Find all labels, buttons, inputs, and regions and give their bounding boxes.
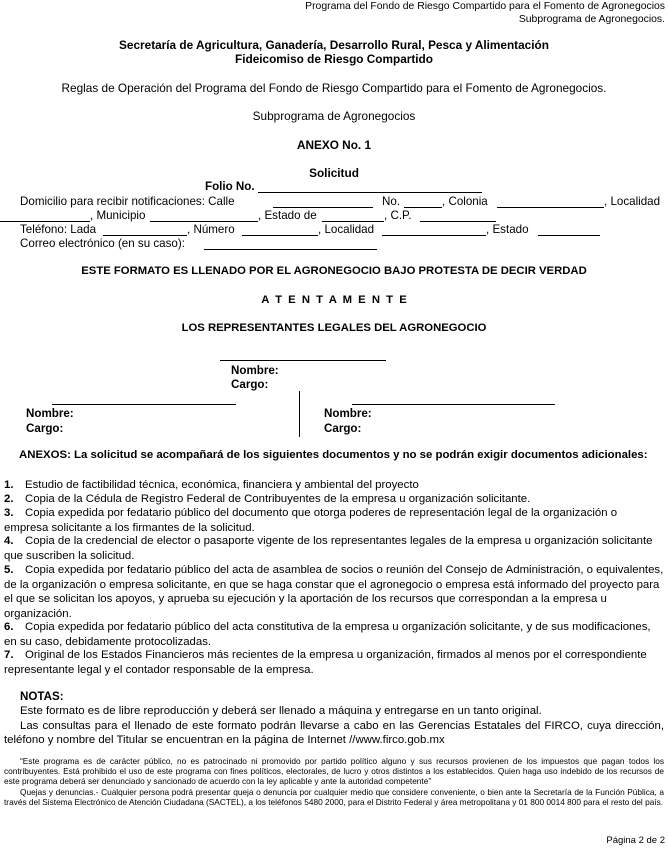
estado-label: , Estado bbox=[486, 223, 529, 236]
document-number: 7. bbox=[4, 649, 14, 661]
correo-label: Correo electrónico (en su caso): bbox=[20, 237, 185, 250]
document-text: Copia expedida por fedatario público del acta de asamblea de socios o reunión del Consejo de Administración, o equivalentes, de la organización o empresa solicitante, en que se haga constar que el agronegocio o empresa está informado del proyecto para el que se solicitan los apoyos, y aprueba su ejecución y la aportación de los recursos que correspondan a la empresa u organización. bbox=[4, 564, 664, 620]
signature-right-cargo: Cargo: bbox=[324, 422, 362, 435]
document-item-1 bbox=[4, 478, 664, 493]
calle-field[interactable] bbox=[273, 207, 373, 208]
domicilio-label: Domicilio para recibir notificaciones: Calle bbox=[20, 195, 235, 208]
lada-field[interactable] bbox=[103, 235, 187, 236]
notas-title: NOTAS: bbox=[20, 690, 64, 703]
signature-top-cargo: Cargo: bbox=[231, 378, 269, 391]
atentamente: A T E N T A M E N T E bbox=[261, 294, 407, 306]
no-label: No. bbox=[382, 195, 401, 208]
document-text: Copia expedida por fedatario público del acta constitutiva de la empresa u organización solicitante, y de sus modificaciones, en su caso, debidamente protocolizadas. bbox=[4, 621, 651, 648]
cp-label: , C.P. bbox=[384, 209, 412, 222]
estado-field[interactable] bbox=[538, 235, 600, 236]
signature-line-top[interactable] bbox=[220, 360, 386, 361]
document-number: 6. bbox=[4, 621, 14, 633]
running-header bbox=[165, 1, 665, 26]
signature-top-nombre: Nombre: bbox=[231, 364, 279, 377]
document-item-6 bbox=[4, 620, 664, 649]
fideicomiso-title: Fideicomiso de Riesgo Compartido bbox=[235, 52, 433, 66]
signature-right-nombre: Nombre: bbox=[324, 407, 372, 420]
document-text: Copia de la Cédula de Registro Federal de Contribuyentes de la empresa u organización solicitante. bbox=[25, 493, 531, 505]
telefono-label: Teléfono: Lada bbox=[20, 223, 97, 236]
localidad2-label: , Localidad bbox=[318, 223, 375, 236]
numero-label: , Número bbox=[187, 223, 235, 236]
document-number: 1. bbox=[4, 479, 14, 491]
colonia-field[interactable] bbox=[497, 207, 604, 208]
signature-divider bbox=[299, 391, 300, 437]
correo-field[interactable] bbox=[204, 249, 377, 250]
telefono-numero-field[interactable] bbox=[242, 235, 318, 236]
localidad-label: , Localidad bbox=[604, 195, 661, 208]
document-text: Estudio de factibilidad técnica, económica, financiera y ambiental del proyecto bbox=[25, 479, 419, 491]
reglas-title: Reglas de Operación del Programa del Fondo de Riesgo Compartido para el Fomento de Agronegocios. bbox=[61, 81, 607, 95]
page-number: Página 2 de 2 bbox=[606, 835, 665, 846]
protesta-statement: ESTE FORMATO ES LLENADO POR EL AGRONEGOCIO BAJO PROTESTA DE DECIR VERDAD bbox=[81, 265, 587, 277]
document-item-5 bbox=[4, 563, 664, 621]
document-item-3 bbox=[4, 506, 664, 535]
solicitud-title: Solicitud bbox=[309, 166, 359, 180]
document-number: 2. bbox=[4, 493, 14, 505]
document-item-2 bbox=[4, 492, 664, 507]
signature-line-right[interactable] bbox=[352, 404, 555, 405]
document-text: Copia de la credencial de elector o pasaporte vigente de los representantes legales de la empresa u organización solicitante que suscriben la solicitud. bbox=[4, 535, 653, 562]
anexos-title: ANEXOS: La solicitud se acompañará de los siguientes documentos y no se podrán exigir documentos adicionales: bbox=[19, 449, 648, 461]
localidad2-field[interactable] bbox=[382, 235, 486, 236]
document-text: Copia expedida por fedatario público del documento que otorga poderes de representación legal de la organización o empresa solicitante a los firmantes de la solicitud. bbox=[4, 507, 618, 534]
quejas-denuncias: Quejas y denuncias.- Cualquier persona podrá presentar queja o denuncia por cualquier medio que considere conveniente, o bien ante la Secretaría de la Función Pública, a través del Sistema Electrónico de Atención Ciudadana (SACTEL), a los teléfonos 5480 2000, para el Distrito Federal y área metropolitana y 01 800 0014 800 para el resto del país. bbox=[4, 787, 664, 808]
signature-left-cargo: Cargo: bbox=[26, 422, 64, 435]
notas-line-1: Este formato es de libre reproducción y deberá ser llenado a máquina y entregarse en un tanto original. bbox=[20, 705, 542, 717]
signature-left-nombre: Nombre: bbox=[26, 407, 74, 420]
estado-de-field[interactable] bbox=[322, 221, 384, 222]
estado-de-label: , Estado de bbox=[258, 209, 317, 222]
document-number: 5. bbox=[4, 564, 14, 576]
folio-label: Folio No. bbox=[205, 180, 255, 193]
notas-line-2: Las consultas para el llenado de este formato podrán llevarse a cabo en las Gerencias Estatales del FIRCO, cuya dirección, teléfono y nombre del Titular se encuentran en la página de Internet //www.firco.gob.mx bbox=[4, 720, 664, 747]
document-text: Original de los Estados Financieros más recientes de la empresa u organización, firmados al menos por el correspondiente representante legal y el contador responsable de la empresa. bbox=[4, 649, 647, 676]
anexo-title: ANEXO No. 1 bbox=[296, 138, 372, 152]
signature-line-left[interactable] bbox=[52, 404, 236, 405]
numero-ext-field[interactable] bbox=[404, 207, 442, 208]
document-number: 3. bbox=[4, 507, 14, 519]
folio-field[interactable] bbox=[258, 192, 482, 193]
colonia-label: , Colonia bbox=[442, 195, 488, 208]
subprograma-title: Subprograma de Agronegocios bbox=[252, 109, 416, 123]
header-program: Programa del Fondo de Riesgo Compartido para el Fomento de Agronegocios bbox=[305, 1, 665, 12]
cp-field[interactable] bbox=[420, 221, 496, 222]
document-item-4 bbox=[4, 534, 664, 563]
legal-disclaimer: “Este programa es de carácter público, no es patrocinado ni promovido por partido político alguno y sus recursos provienen de los impuestos que pagan todos los contribuyentes. Está prohibido el uso de este programa con fines políticos, electorales, de lucro y otros distintos a los establecidos. Quien haga uso indebido de los recursos de este programa deberá ser denunciado y sancionado de acuerdo con la ley aplicable y ante la autoridad competente” bbox=[4, 756, 664, 787]
localidad-field[interactable] bbox=[0, 221, 90, 222]
representantes-title: LOS REPRESENTANTES LEGALES DEL AGRONEGOCIO bbox=[181, 322, 487, 334]
municipio-label: , Municipio bbox=[90, 209, 146, 222]
municipio-field[interactable] bbox=[150, 221, 258, 222]
document-number: 4. bbox=[4, 535, 14, 547]
header-subprogram: Subprograma de Agronegocios. bbox=[518, 13, 665, 25]
secretaria-title: Secretaría de Agricultura, Ganadería, Desarrollo Rural, Pesca y Alimentación bbox=[119, 38, 549, 52]
document-item-7 bbox=[4, 648, 664, 677]
